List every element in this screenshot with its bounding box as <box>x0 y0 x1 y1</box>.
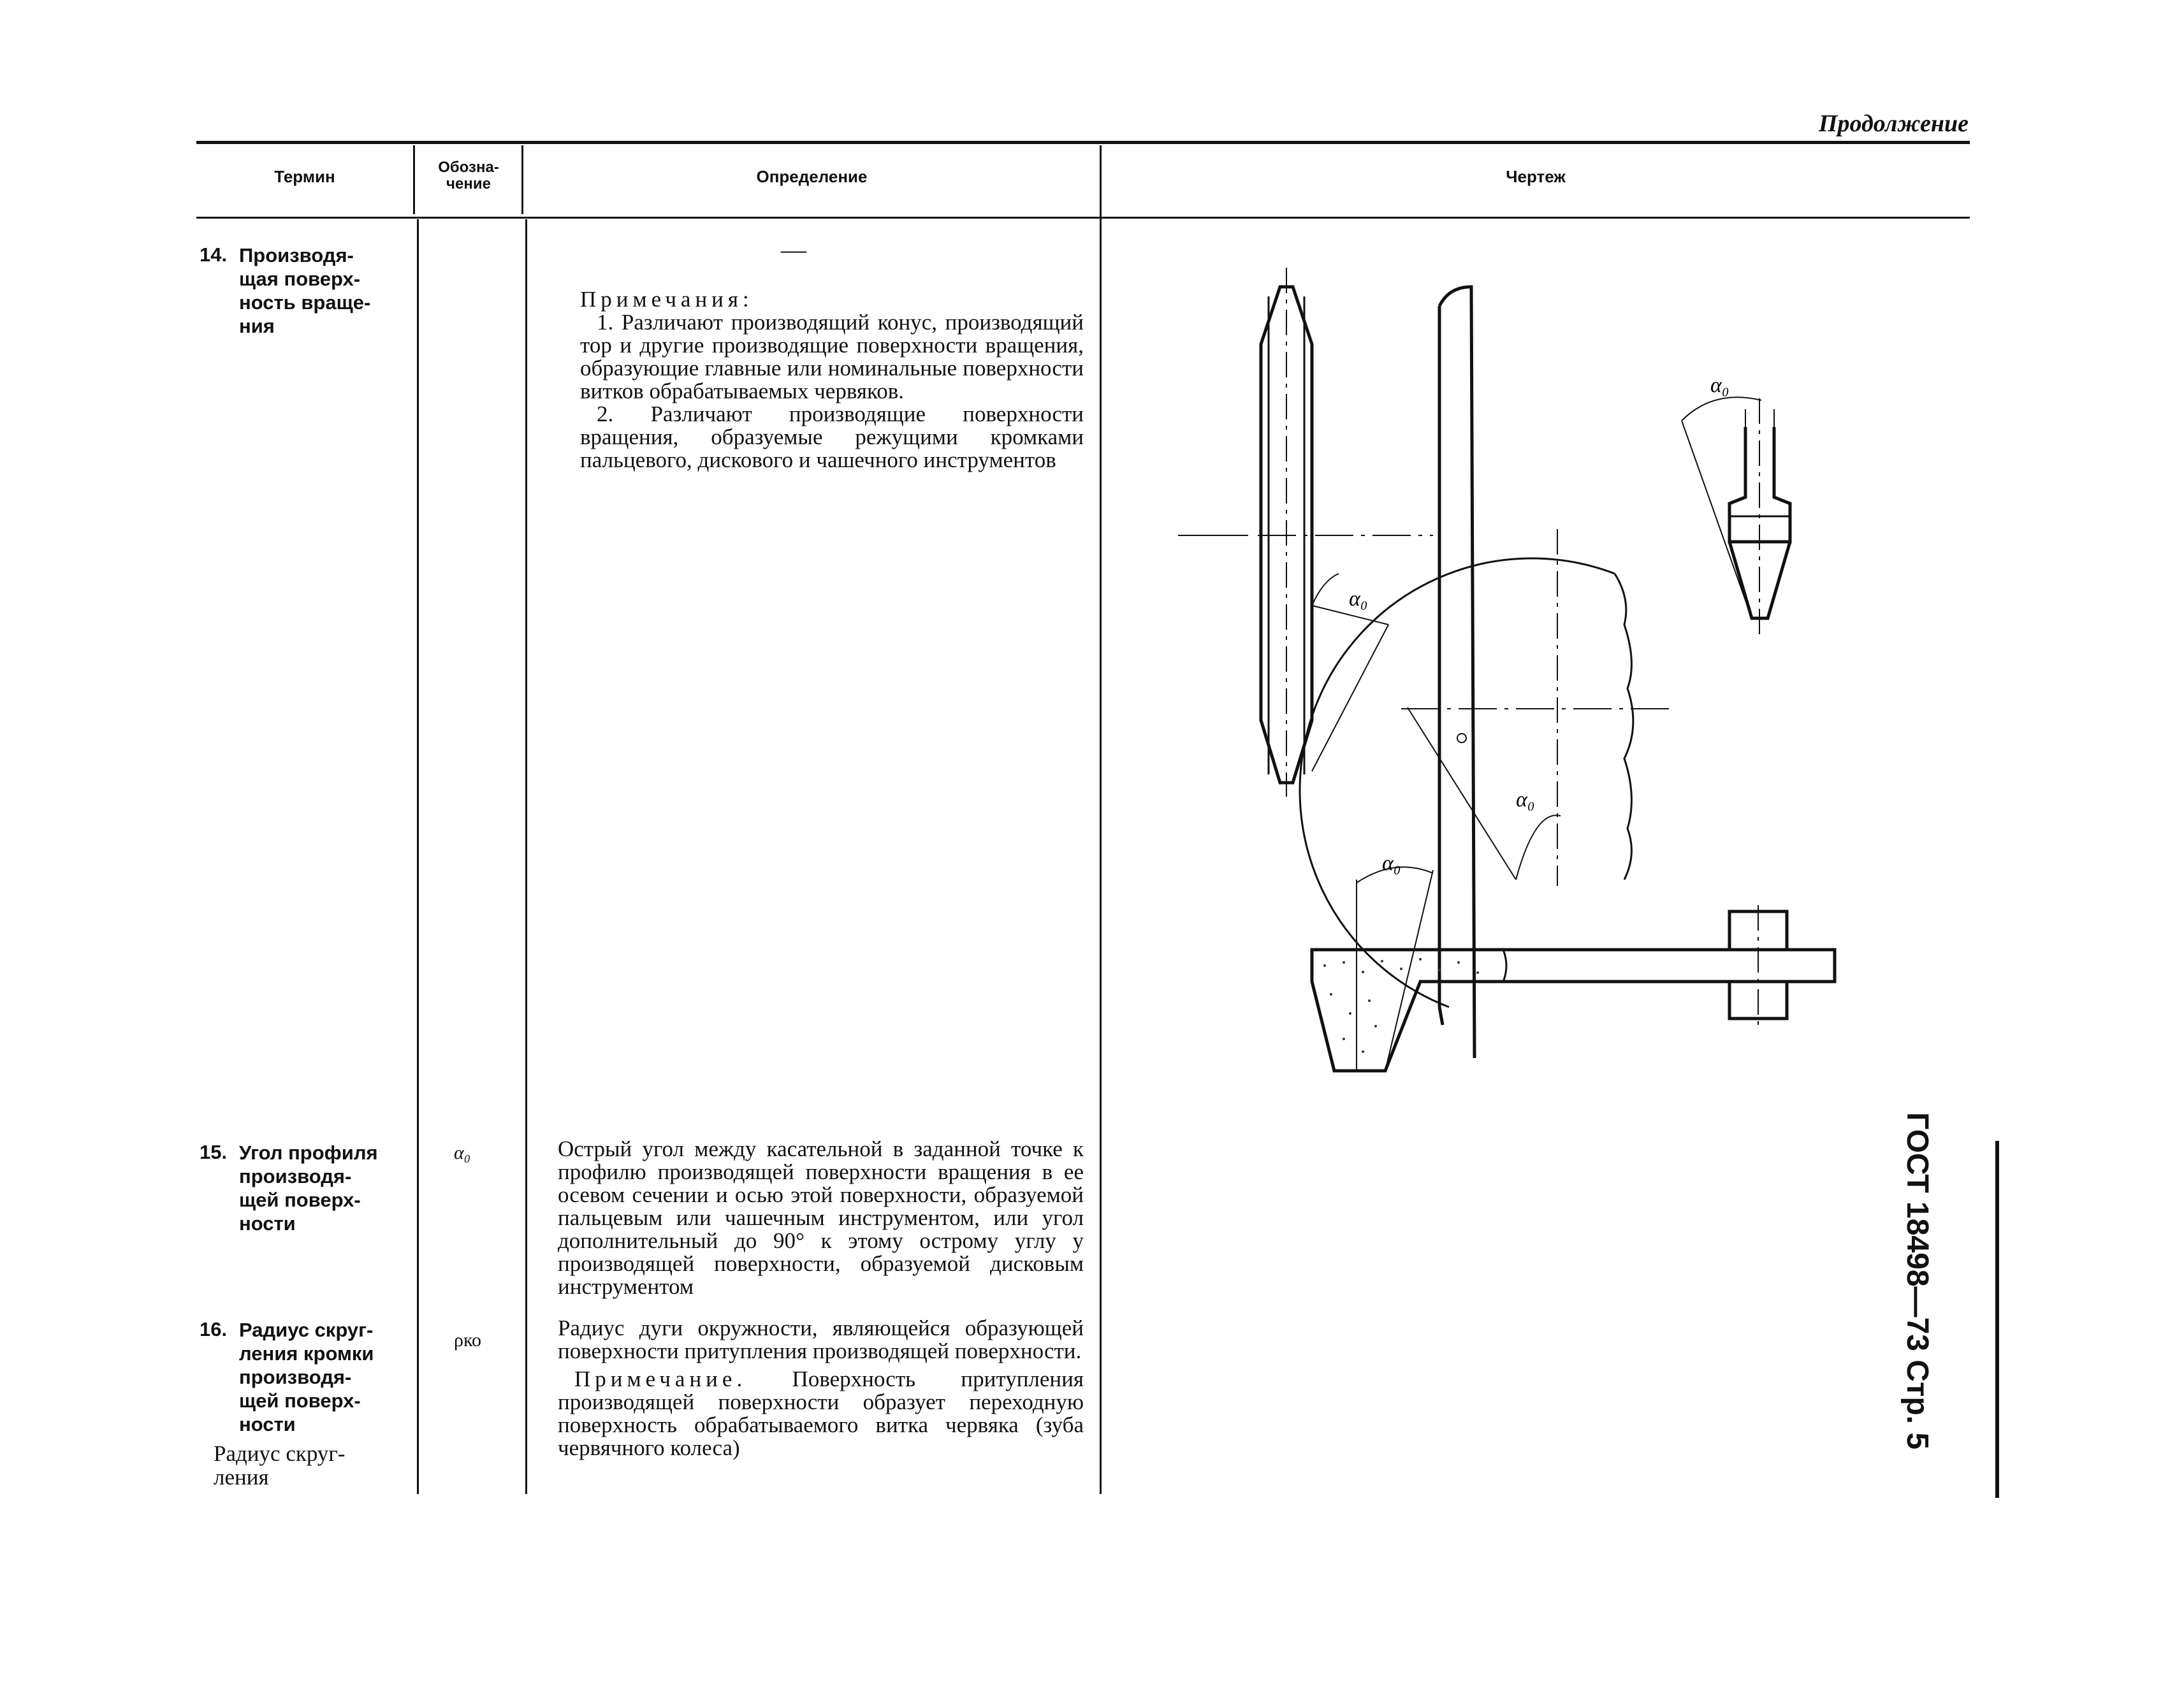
row-15-symbol: α₀ <box>454 1142 471 1163</box>
angle-label-cone: α₀ <box>1710 374 1729 397</box>
row-15-definition-text: Острый угол между касательной в заданной точке к профилю производящей поверхности вращения в ее осевом сечении и осью этой поверхности, образуемой пальцевым или чашечным инструментом, или угол дополнительный до 90° к этому острому углу у производящей поверхности, образуемой дисковым инструментом <box>558 1136 1084 1299</box>
column-divider-1-body <box>417 219 419 1494</box>
standard-page-label: ГОСТ 18498—73 Стр. 5 <box>1900 1112 1934 1450</box>
cup-tool-drawing <box>1312 867 1835 1071</box>
row-14-notes-title: Примечания: <box>580 287 753 312</box>
row-14-dash: — <box>781 235 806 264</box>
disk-tool-drawing <box>1178 268 1433 797</box>
row-14-note-2: 2. Различают производящие поверхности вращения, образуемые режущими кромками пальцевого, дискового и чашечного инструментов <box>580 402 1084 472</box>
row-15-number: 15. <box>200 1141 228 1163</box>
row-16-definition <box>558 1317 1084 1460</box>
row-15-definition <box>558 1138 1084 1298</box>
angle-label-finger: α₀ <box>1516 788 1535 811</box>
header-symbol <box>416 159 521 192</box>
header-definition: Определение <box>756 167 868 186</box>
header-drawing: Чертеж <box>1506 167 1566 186</box>
table-header-rule <box>196 217 1970 219</box>
generating-surfaces-drawing <box>1102 242 1970 1090</box>
table-top-rule <box>196 141 1970 144</box>
angle-label-disk: α₀ <box>1349 587 1368 611</box>
column-divider-2 <box>521 145 523 214</box>
side-label-rule <box>1995 1141 1999 1498</box>
row-16-note <box>558 1368 1084 1460</box>
row-16-note-text: Поверхность притупления производящей поверхности образует переходную поверхность обрабатываемого витка червяка (зуба червячного колеса) <box>558 1367 1084 1460</box>
row-14-term: Производя- щая поверх- ность враще- ния <box>239 244 371 337</box>
header-symbol-line1: Обозна- <box>438 159 499 176</box>
row-16-definition-text: Радиус дуги окружности, являющейся образующей поверхности притупления производящей поверхности. <box>558 1316 1084 1363</box>
angle-label-cup: α₀ <box>1382 852 1401 875</box>
row-14-number: 14. <box>200 243 228 266</box>
header-symbol-line2: чение <box>446 175 491 192</box>
row-16-symbol: ρко <box>454 1330 482 1351</box>
row-14-note-1: 1. Различают производящий конус, производящий тор и другие производящие поверхности вращения, образующие главные или номинальные поверхности витков обрабатываемых червяков. <box>580 310 1084 403</box>
cone-tool-drawing <box>1682 397 1790 637</box>
row-16-number: 16. <box>200 1318 228 1340</box>
row-15-term: Угол профиля производя- щей поверх- ности <box>239 1142 378 1235</box>
finger-tool-drawing <box>1300 287 1669 1058</box>
column-divider-2-body <box>525 219 527 1494</box>
row-16-note-title: Примечание. <box>574 1367 747 1391</box>
header-term: Термин <box>274 167 335 186</box>
row-16-term-alt: Радиус скруг- ления <box>214 1441 346 1490</box>
row-16-term: Радиус скруг- ления кромки производя- щей поверх- ности <box>239 1319 374 1435</box>
continuation-label: Продолжение <box>1818 110 1969 137</box>
column-divider-1 <box>413 145 415 214</box>
row-14-definition <box>580 288 1084 472</box>
